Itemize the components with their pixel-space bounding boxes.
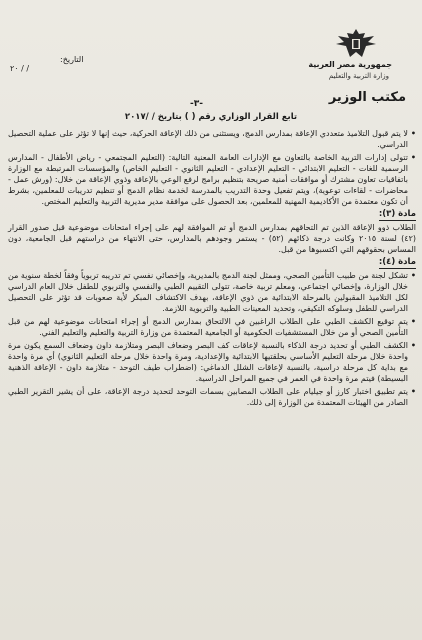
decree-continuation: تابع القرار الوزاري رقم ( ) بتاريخ / /٢٠١٧ <box>124 112 298 122</box>
paragraph-autism-test: • يتم تطبيق اختبار كارز أو جيليام على الطلاب المصابين بسمات التوحد لتحديد درجة الإعاقة، على أن يشير التقرير الطبي الصادر من الهيئات المعتمدة من الوزارة إلى ذلك. <box>8 386 416 408</box>
republic-name: جمهورية مصر العربية <box>308 60 392 69</box>
article-heading: مادة (٤): <box>378 257 416 267</box>
article-heading: مادة (٣): <box>378 209 416 219</box>
paragraph-medical-exam: • يتم توقيع الكشف الطبي على الطلاب الراغبين في الالتحاق بمدارس الدمج أو إجراء امتحانات موضوعية لهم من قبل التأمين الصحي أو من خلال المستشفيات الحكومية أو الجامعية المعتمدة من وزارة التربية والتعليم والتعليم الفني. <box>8 316 416 338</box>
paragraph-assessment-committee: • تشكل لجنة من طبيب التأمين الصحي، وممثل لجنة الدمج بالمديرية، وإخصائي نفسي تم تدريبه تربوياً وفقاً لخطة سنوية من خلال الوزارة، وإخصائي اجتماعي، ومعلم تربية خاصة، تتولى التقييم الطبي والنفسي والتربوي للطفل خلال العام الدراسي لكل التلاميذ المقبولين بالمرحلة الابتدائية من ذوي الإعاقة، بهدف الاكتشاف المبكر لأية صعوبات قد تؤثر على التحصيل الدراسي للطفل وسلوكه التكيفي، وتحديد المعينات الطبية والتربوية اللازمة. <box>8 270 416 314</box>
eagle-emblem-icon <box>334 26 378 60</box>
paragraph-awareness-programs: • تتولى إدارات التربية الخاصة بالتعاون مع الإدارات العامة المعنية التالية: (التعليم المجتمعي - رياض الأطفال - المدارس الرسمية للغات - التعليم الابتدائي - التعليم الإعدادي - التعليم الثانوي - التعليم الخاص) والمؤسسات المرتبطة مع الوزارة باتفاقيات تعاون مشترك أو موافقات أمنية صريحة بتنظيم برامج لرفع الوعي بالإعاقة وذوي الإعاقة من خلال: (ورش عمل - محاضرات - لقاءات توعوية)، ويتم تفعيل وحدة التدريب بالمدرسة لخدمة نظام الدمج أو تنظيم تدريبات للمعلمين، بشرط أن تكون معتمدة من الأكاديمية المهنية للمعلمين، بعد الحصول على موافقة مدير مديرية التربية والتعليم المختص. <box>8 152 416 207</box>
date-label: التاريخ: <box>60 55 84 64</box>
ministry-name: وزارة التربية والتعليم <box>328 72 389 80</box>
page-number: -٣- <box>190 99 203 109</box>
paragraph-multi-disability: • لا يتم قبول التلاميذ متعددي الإعاقة بمدارس الدمج، ويستثنى من ذلك الإعاقة الحركية، حيث إنها لا تؤثر على عملية التحصيل الدراسي. <box>8 128 416 150</box>
paragraph-exam-frequency: • الكشف الطبي أو تحديد درجة الذكاء بالنسبة لإعاقات كف البصر وضعاف البصر ومتلازمة داون وضعاف السمع يكون مرة واحدة خلال مرحلة التعليم الأساسي بحلقتيها الابتدائية والإعدادية، ومرة واحدة خلال مرحلة التعليم الثانوي) أي مرة واحدة مع بداية كل مرحلة دراسية، بالنسبة لإعاقات الشلل الدماغي: (اضطراب طيف التوحد - متلازمة داون - الإعاقة الذهنية البسيطة) فيتم مرة واحدة في العمر في جميع المراحل الدراسية. <box>8 340 416 384</box>
date-value: ٢٠ / / <box>10 64 30 73</box>
office-title: مكتب الوزير <box>328 90 406 105</box>
letterhead <box>0 0 422 109</box>
document-body <box>8 128 416 634</box>
paragraph-previous-students: الطلاب ذوو الإعاقة الذين تم التحاقهم بمدارس الدمج أو تم الموافقة لهم على إجراء امتحانات موضوعية قبل صدور القرار (٤٢) لسنة ٢٠١٥ وكانت درجة ذكائهم (٥٢) - يستمر وجودهم بالمدارس، حتى الانتهاء من دراستهم قبل الجامعية، دون المساس بحقوقهم التي اكتسبوها من قبل. <box>8 223 417 254</box>
